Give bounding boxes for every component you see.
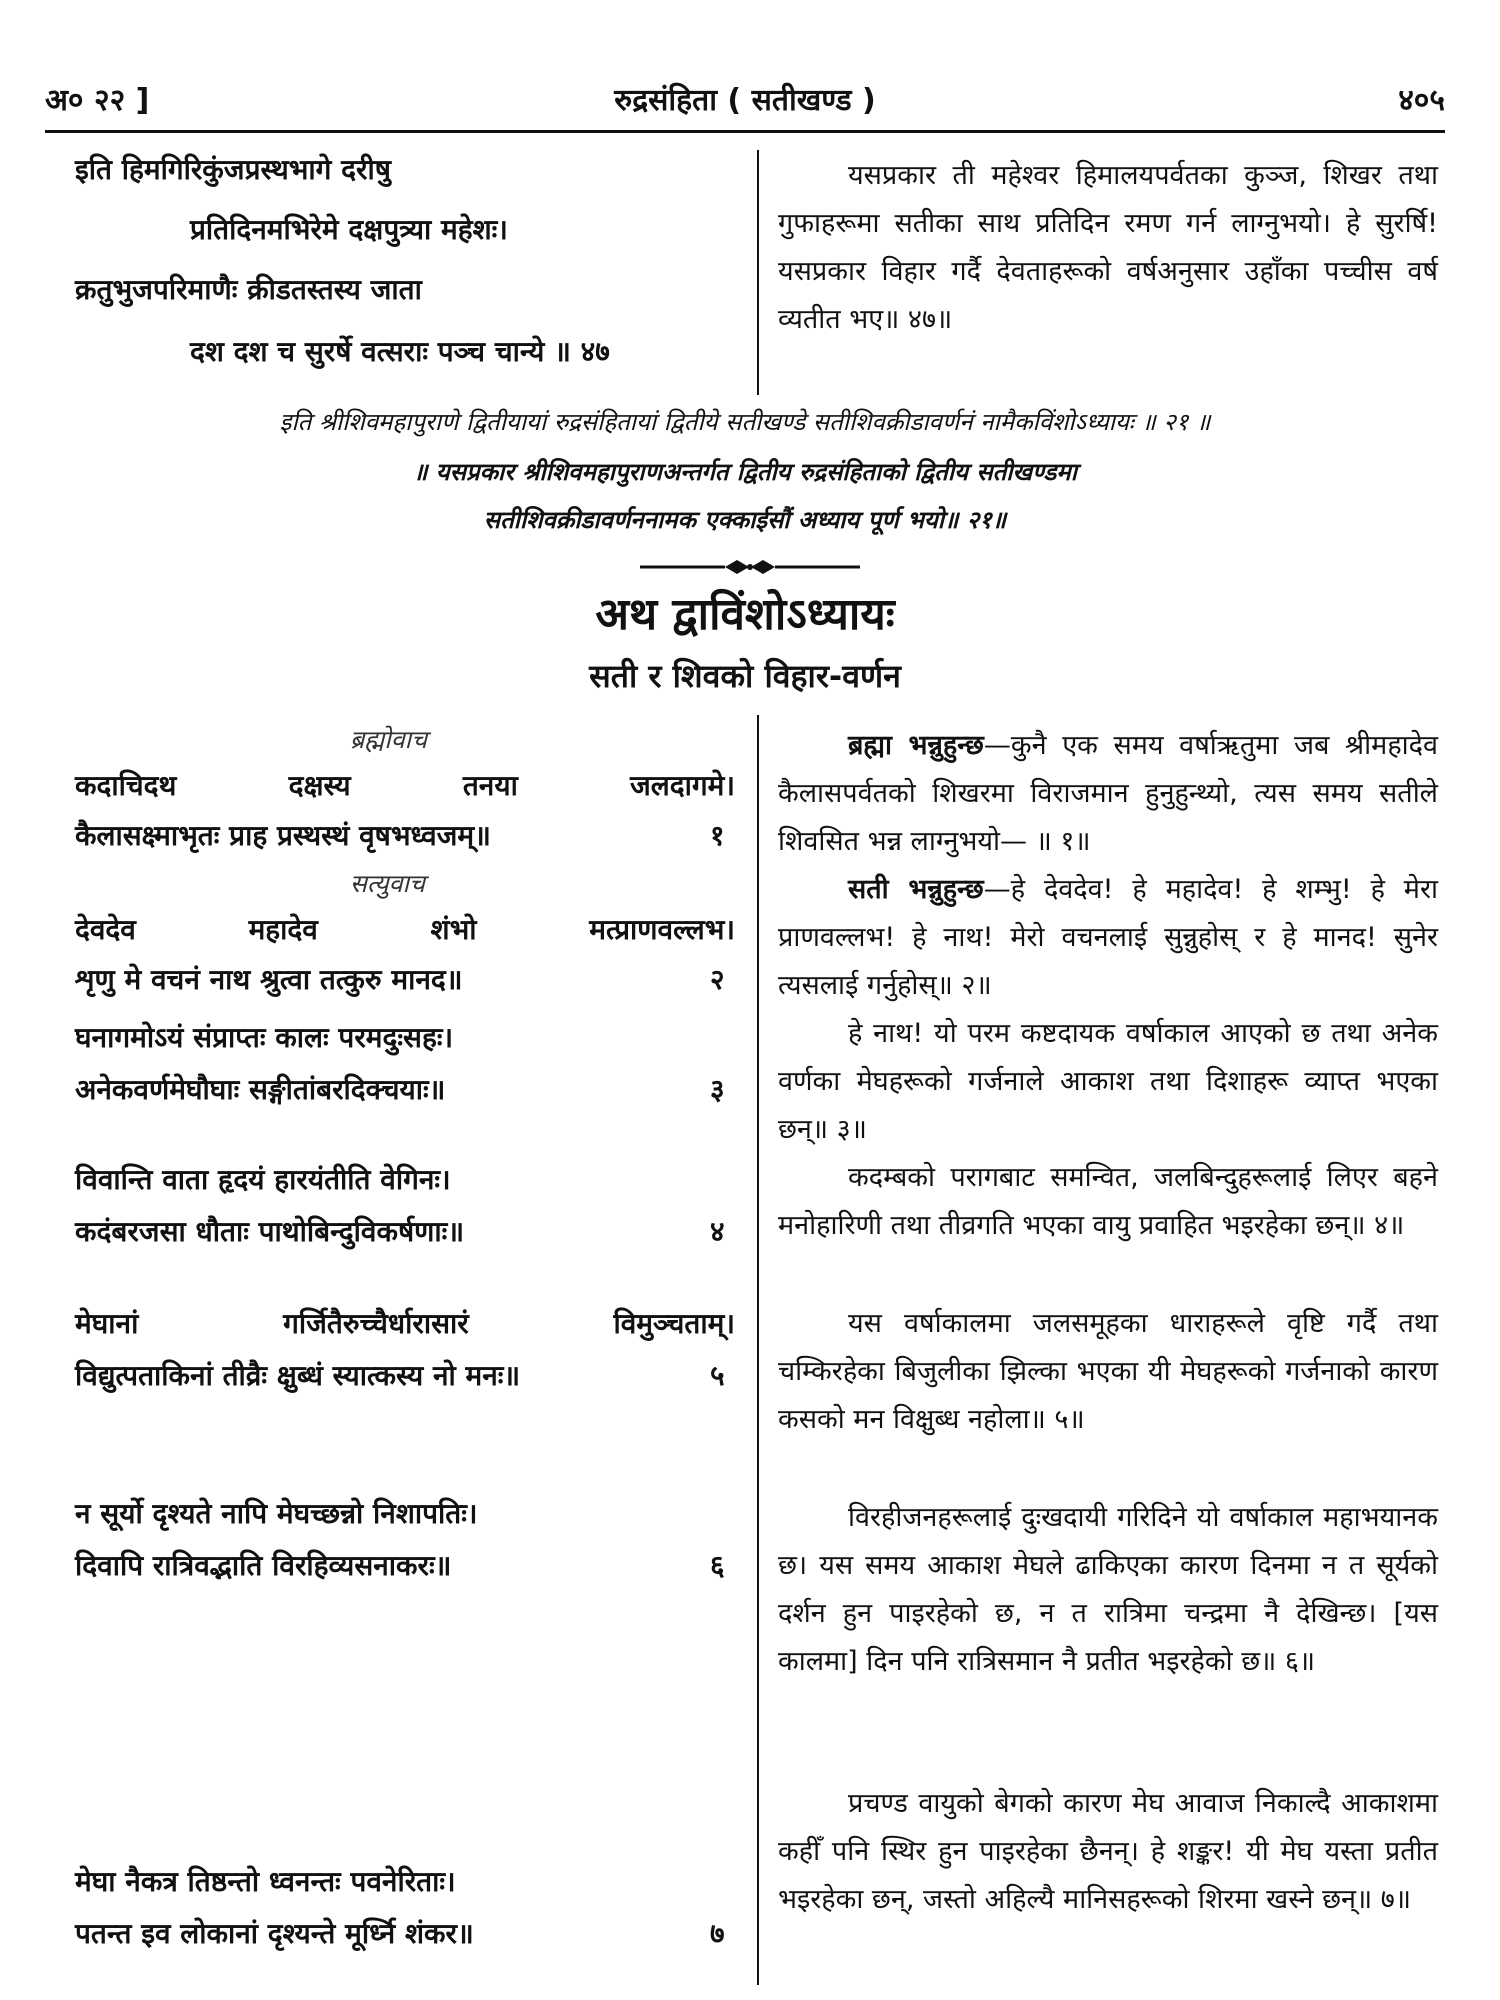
verse-number-5: ५ [710,1359,725,1392]
verse-1-line-1: कदाचिदथ दक्षस्य तनया जलदागमे। [75,769,735,802]
column-divider-main [757,715,759,1985]
translation-2 [778,866,1438,1010]
translation-4: कदम्बको परागबाट समन्वित, जलबिन्दुहरूलाई लिएर बहने मनोहारिणी तथा तीव्रगति भएका वायु प्रवाहित भइरहेका छन्॥ ४॥ [778,1162,1438,1241]
colophon-nepali-1: ॥ यसप्रकार श्रीशिवमहापुराणअन्तर्गत द्वितीय रुद्रसंहिताको द्वितीय सतीखण्डमा [413,458,1077,486]
page-number: ४०५ [1398,83,1445,118]
verse-2-line-1: देवदेव महादेव शंभो मत्प्राणवल्लभ। [75,913,735,946]
translation-3: हे नाथ! यो परम कष्टदायक वर्षाकाल आएको छ तथा अनेक वर्णका मेघहरूको गर्जनाले आकाश तथा दिशाहरू व्याप्त भएका छन्॥ ३॥ [778,1018,1438,1145]
verse-7-line-1: मेघा नैकत्र तिष्ठन्तो ध्वनन्तः पवनेरिताः। [75,1865,456,1898]
verse-5-line-2: विद्युत्पताकिनां तीव्रैः क्षुब्धं स्यात्कस्य नो मनः॥ [75,1359,521,1392]
page-header [45,78,1445,122]
header-rule [45,130,1445,133]
column-divider-top [757,150,759,395]
verse-5-line-1: मेघानां गर्जितैरुच्चैर्धारासारं विमुञ्चताम्। [75,1307,735,1340]
translation-5: यस वर्षाकालमा जलसमूहका धाराहरूले वृष्टि गर्दै तथा चम्किरहेका बिजुलीका झिल्का भएका यी मेघहरूको गर्जनाको कारण कसको मन विक्षुब्ध नहोला॥ ५॥ [778,1308,1438,1435]
verse-7-line-2: पतन्त इव लोकानां दृश्यन्ते मूर्ध्नि शंकर॥ [75,1917,474,1950]
verse-4-line-2: कदंबरजसा धौताः पाथोबिन्दुविकर्षणाः॥ [75,1215,465,1248]
verse-47-line-3: क्रतुभुजपरिमाणैः क्रीडतस्तस्य जाता [75,273,422,306]
verse-47-line-2: प्रतिदिनमभिरेमे दक्षपुत्र्या महेशः। [190,213,508,246]
verse-4-line-1: विवान्ति वाता हृदयं हारयंतीति वेगिनः। [75,1163,451,1196]
chapter-marker: अ० २२ ] [45,83,150,118]
translation-1 [778,722,1438,866]
verse-47-line-4: दश दश च सुरर्षे वत्सराः पञ्च चान्ये ॥ ४७ [190,335,610,368]
verse-number-2: २ [710,963,725,996]
verse-number-7: ७ [710,1917,725,1950]
speaker-sati-label: सती भन्नुहुन्छ [848,874,984,905]
verse-number-1: १ [710,819,725,852]
translation-6: विरहीजनहरूलाई दुःखदायी गरिदिने यो वर्षाकाल महाभयानक छ। यस समय आकाश मेघले ढाकिएका कारण दिनमा न त सूर्यको दर्शन हुन पाइरहेको छ, न त रात्रिमा चन्द्रमा नै देखिन्छ। [यस कालमा] दिन पनि रात्रिसमान नै प्रतीत भइरहेको छ॥ ६॥ [778,1502,1438,1677]
verse-6-line-1: न सूर्यो दृश्यते नापि मेघच्छन्नो निशापतिः। [75,1497,478,1530]
translation-47: यसप्रकार ती महेश्वर हिमालयपर्वतका कुञ्ज, शिखर तथा गुफाहरूमा सतीका साथ प्रतिदिन रमण गर्न लाग्नुभयो। हे सुरर्षि! यसप्रकार विहार गर्दै देवताहरूको वर्षअनुसार उहाँका पच्चीस वर्ष व्यतीत भए॥ ४७॥ [778,160,1438,335]
colophon-sanskrit: इति श्रीशिवमहापुराणे द्वितीयायां रुद्रसंहितायां द्वितीये सतीखण्डे सतीशिवक्रीडावर्णनं नामैकविंशोऽध्यायः ॥ २१ ॥ [279,408,1211,436]
colophon-nepali-2: सतीशिवक्रीडावर्णननामक एक्काईसौं अध्याय पूर्ण भयो॥ २१॥ [483,506,1007,534]
chapter-title: अथ द्वाविंशोऽध्यायः [595,589,895,640]
translation-1-text: —कुनै एक समय वर्षाऋतुमा जब श्रीमहादेव कैलासपर्वतको शिखरमा विराजमान हुनुहुन्थ्यो, त्यस समय सतीले शिवसित भन्न लाग्नुभयो— ॥ १॥ [778,730,1438,857]
verse-number-6: ६ [710,1549,725,1582]
translation-2-text: —हे देवदेव! हे महादेव! हे शम्भु! हे मेरा प्राणवल्लभ! हे नाथ! मेरो वचनलाई सुन्नुहोस् र हे मानद! सुनेर त्यसलाई गर्नुहोस्॥ २॥ [778,874,1438,1001]
ornament-divider [640,557,860,577]
verse-6-line-2: दिवापि रात्रिवद्भाति विरहिव्यसनाकरः॥ [75,1549,452,1582]
running-title: रुद्रसंहिता ( सतीखण्ड ) [614,83,876,118]
verse-2-line-2: शृणु मे वचनं नाथ श्रुत्वा तत्कुरु मानद॥ [75,963,463,996]
translation-7: प्रचण्ड वायुको बेगको कारण मेघ आवाज निकाल्दै आकाशमा कहीँ पनि स्थिर हुन पाइरहेका छैनन्। हे शङ्कर! यी मेघ यस्ता प्रतीत भइरहेका छन्, जस्तो अहिल्यै मानिसहरूको शिरमा खस्ने छन्॥ ७॥ [778,1788,1438,1915]
verse-number-3: ३ [710,1073,725,1106]
verse-1-line-2: कैलासक्ष्माभृतः प्राह प्रस्थस्थं वृषभध्वजम्॥ [75,819,491,852]
verse-3-line-2: अनेकवर्णमेघौघाः सङ्गीतांबरदिक्चयाः॥ [75,1073,446,1106]
speaker-brahma: ब्रह्मोवाच [350,725,428,754]
speaker-brahma-label: ब्रह्मा भन्नुहुन्छ [848,730,984,761]
verse-47-line-1: इति हिमगिरिकुंजप्रस्थभागे दरीषु [75,153,391,186]
chapter-subtitle: सती र शिवको विहार-वर्णन [589,657,901,695]
verse-number-4: ४ [710,1215,725,1248]
verse-3-line-1: घनागमोऽयं संप्राप्तः कालः परमदुःसहः। [75,1021,454,1054]
speaker-sati: सत्युवाच [350,869,425,898]
